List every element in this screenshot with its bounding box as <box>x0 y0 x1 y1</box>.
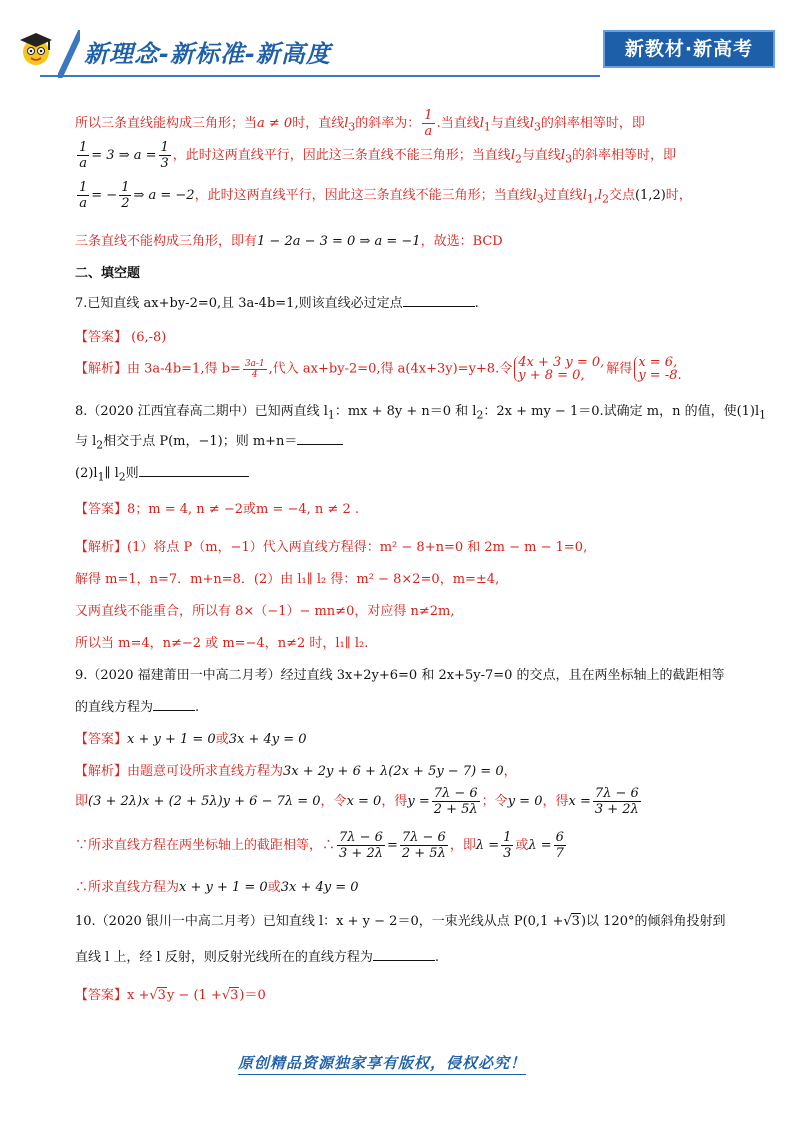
copyright-footer: 原创精品资源独家享有版权，侵权必究！ <box>238 1052 526 1075</box>
fraction: $\frac{7\lambda - 6}{2 + 5\lambda}$ <box>433 786 478 817</box>
question-10-line-1: 10.（2020 银川一中高二月考）已知直线 l：x + y − 2＝0，一束光线从点 P(0,1 +√3)以 120°的倾斜角投射到 <box>75 914 726 929</box>
answer-8: 【答案】8；m = 4, n ≠ −2或m = −4, n ≠ 2 . <box>75 502 359 517</box>
question-10-line-2: 直线 l 上，经 l 反射，则反射光线所在的直线方程为 . <box>75 950 439 965</box>
solution-line-2: $\frac{1}{a}$ = 3 ⇒ a = $\frac{1}{3}$ ，此时这两直线平行，因此这三条直线不能三角形；当直线$l_2$与直线$l_3$的斜率相等时，即 <box>79 140 676 171</box>
question-8-line-2: 与 $l_2$相交于点 P(m，−1)；则 m+n＝ <box>75 430 343 452</box>
question-8-line-3: $(2)l_1\parallel$ $l_2$则 <box>75 462 249 484</box>
fraction: $\frac{1}{3}$ <box>160 140 169 171</box>
sqrt-symbol: √ <box>563 914 572 929</box>
question-8-line-1: 8.（2020 江西宜春高二期中）已知两直线 $l_1$：mx + 8y + n＝0 和 $l_2$：2x + my − 1＝0.试确定 m，n 的值，使$(1)l_1$ <box>75 404 767 422</box>
answer-9: 【答案】x + y + 1 = 0或3x + 4y = 0 <box>75 732 307 747</box>
scholar-mascot-icon <box>14 26 58 70</box>
question-9-line-1: 9.（2020 福建莆田一中高二月考）经过直线 3x+2y+6=0 和 2x+5y-7=0 的交点，且在两坐标轴上的截距相等 <box>75 668 725 683</box>
answer-blank <box>403 294 475 307</box>
explanation-9-line-3: ∵所求直线方程在两坐标轴上的截距相等，∴ $\frac{7\lambda - 6}{3 + 2\lambda}$ = $\frac{7\lambda - 6}{2 + 5\lambda}$ ，即λ = $\frac{1}{3}$ 或λ = $\frac{6}{7}$ <box>75 830 564 861</box>
explanation-8-line-3: 又两直线不能重合，所以有 8×（−1）− mn≠0，对应得 n≠2m, <box>75 604 455 619</box>
solution-line-3: $\frac{1}{a}$ = − $\frac{1}{2}$ ⇒ a = −2，此时这两直线平行，因此这三条直线不能三角形；当直线$l_3$过直线$l_1,l_2$交点(1,2)时， <box>79 180 692 211</box>
equation-system: x = 6, y = -8. <box>634 356 681 382</box>
page-header <box>0 0 793 80</box>
fraction: $\frac{7\lambda - 6}{3 + 2\lambda}$ <box>594 786 639 817</box>
section-heading: 二、填空题 <box>75 266 141 281</box>
answer-7: 【答案】 (6,-8) <box>75 330 167 345</box>
fraction: $\frac{3a-1}{4}$ <box>244 358 265 380</box>
explanation-8-line-4: 所以当 m=4，n≠−2 或 m=−4，n≠2 时，l₁∥ l₂. <box>75 636 369 651</box>
solution-line-4: 三条直线不能构成三角形，即有1 − 2a − 3 = 0 ⇒ a = −1，故选：BCD <box>75 234 503 249</box>
fraction: $\frac{7\lambda - 6}{3 + 2\lambda}$ <box>339 830 383 861</box>
header-badge: 新教材·新高考 <box>603 30 775 68</box>
header-accent <box>58 30 80 78</box>
fraction: $\frac{1}{3}$ <box>503 830 512 861</box>
explanation-7: 【解析】由 3a-4b=1,得 b= $\frac{3a-1}{4}$ ,代入 ax+by-2=0,得 a(4x+3y)=y+8.令 4x + 3 y = 0, y + 8 = 0, 解得 x = 6, y = -8. <box>75 355 682 383</box>
question-7: 7.已知直线 ax+by-2=0,且 3a-4b=1,则该直线必过定点 . <box>75 296 479 311</box>
explanation-8-line-1: 【解析】(1）将点 P（m，−1）代入两直线方程得：m² − 8+n=0 和 2m − m − 1=0, <box>75 540 588 555</box>
answer-10: 【答案】x +√3y − (1 +√3)＝0 <box>75 988 266 1003</box>
fraction: $\frac{1}{a}$ <box>424 108 433 139</box>
solution-line-1: 所以三条直线能构成三角形；当a ≠ 0时，直线$l_3$的斜率为： $\frac{1}{a}$ .当直线$l_1$与直线$l_3$的斜率相等时，即 <box>75 108 645 139</box>
question-9-line-2: 的直线方程为 . <box>75 700 200 715</box>
fraction: $\frac{1}{2}$ <box>121 180 130 211</box>
fraction: $\frac{1}{a}$ <box>79 140 88 171</box>
answer-blank <box>153 698 195 711</box>
explanation-9-line-2: 即(3 + 2λ)x + (2 + 5λ)y + 6 − 7λ = 0，令x = 0，得y = $\frac{7\lambda - 6}{2 + 5\lambda}$ ；令y = 0，得x = $\frac{7\lambda - 6}{3 + 2\lambda}$ <box>75 786 639 817</box>
answer-blank <box>139 464 249 477</box>
answer-blank <box>373 948 435 961</box>
explanation-9-line-4: ∴所求直线方程为x + y + 1 = 0或3x + 4y = 0 <box>75 880 359 895</box>
answer-blank <box>297 432 343 445</box>
fraction: $\frac{7\lambda - 6}{2 + 5\lambda}$ <box>401 830 446 861</box>
explanation-9-line-1: 【解析】由题意可设所求直线方程为3x + 2y + 6 + λ(2x + 5y − 7) = 0， <box>75 764 517 779</box>
header-slogan: 新理念-新标准-新高度 <box>84 40 331 68</box>
fraction: $\frac{1}{a}$ <box>79 180 88 211</box>
explanation-8-line-2: 解得 m=1，n=7．m+n=8．(2）由 l₁∥ l₂ 得：m² − 8×2=0，m=±4, <box>75 572 500 587</box>
equation-system: 4x + 3 y = 0, y + 8 = 0, <box>514 356 604 382</box>
sqrt-symbol: √ <box>221 988 231 1003</box>
fraction: $\frac{6}{7}$ <box>555 830 564 861</box>
header-rule <box>40 75 600 77</box>
sqrt-symbol: √ <box>149 988 158 1003</box>
